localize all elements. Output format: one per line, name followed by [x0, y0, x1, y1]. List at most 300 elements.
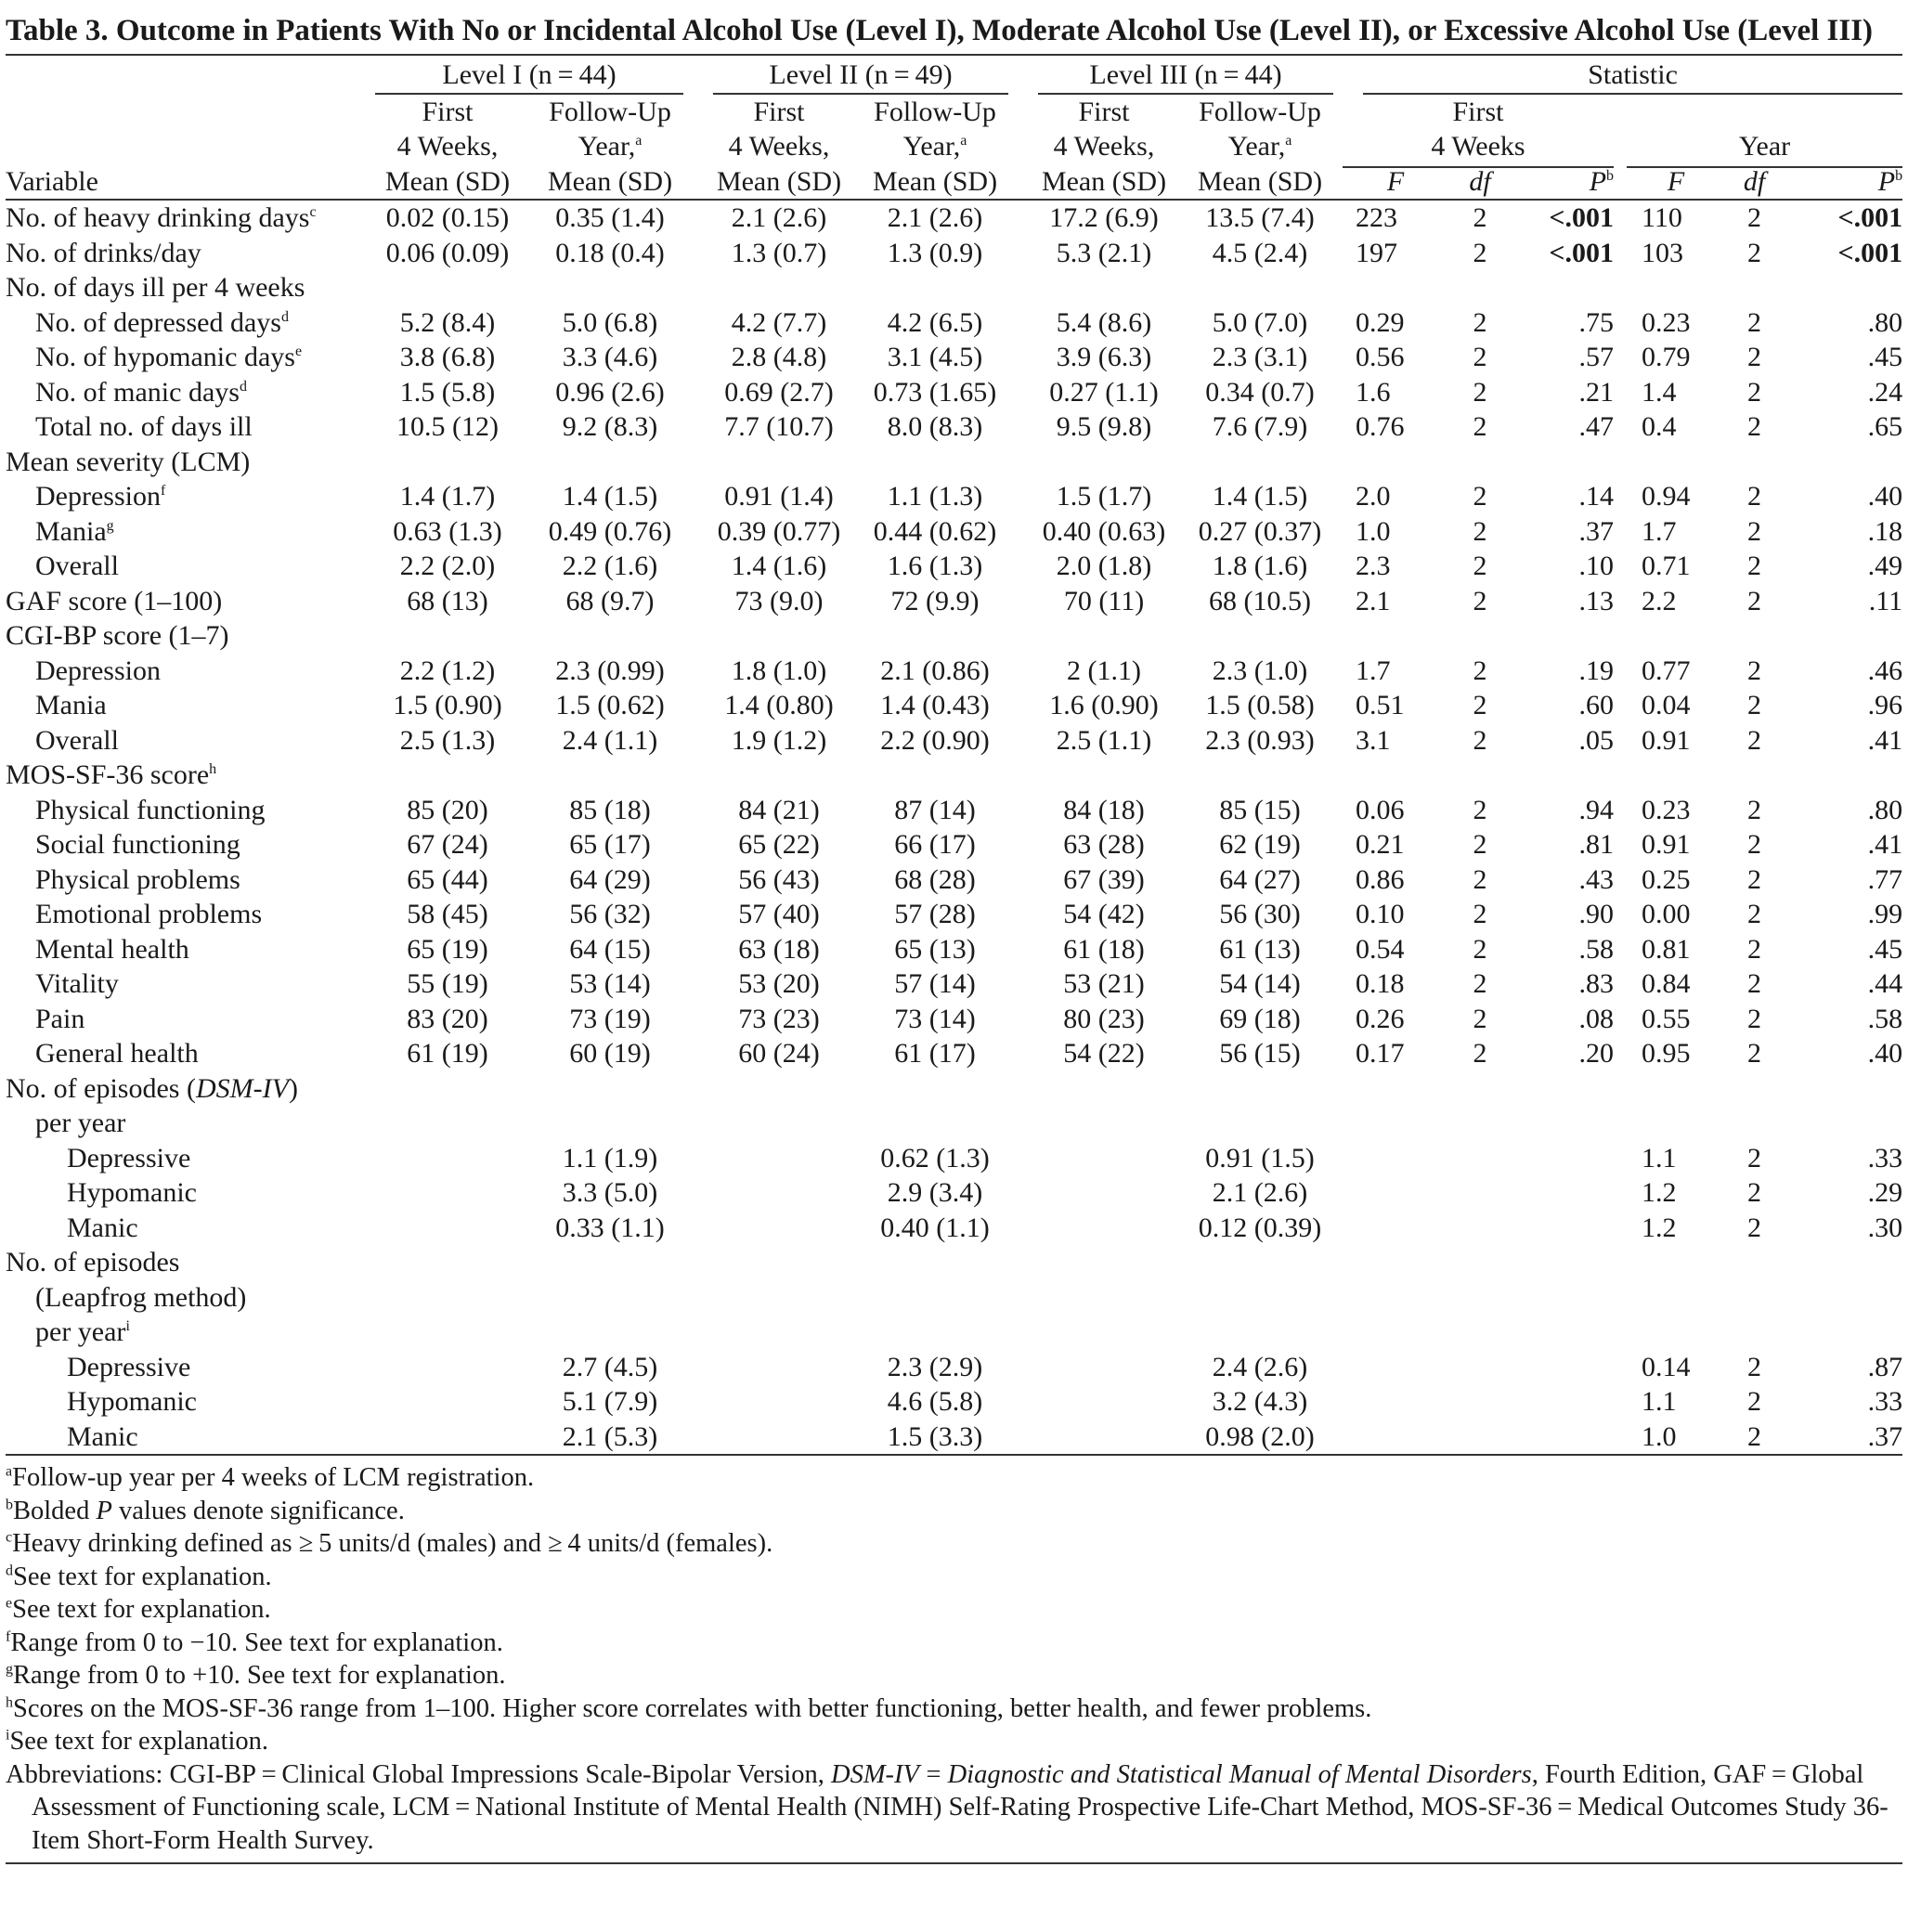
table-row	[6, 758, 1902, 793]
value-cell: 7.6 (7.9)	[1212, 411, 1308, 442]
value-cell	[527, 1315, 693, 1350]
df-value: 2	[1473, 899, 1487, 929]
value-cell: 2.1 (5.3)	[527, 1420, 693, 1456]
df-value	[1439, 1141, 1521, 1176]
value-cell: 55 (19)	[407, 968, 488, 999]
value-cell: 54 (22)	[1063, 1038, 1145, 1069]
table-row	[6, 445, 1902, 480]
value-cell: 65 (22)	[738, 829, 820, 860]
value-cell: 69 (18)	[1219, 1003, 1301, 1034]
p-value: .45	[1867, 933, 1903, 965]
f-value	[1343, 1141, 1439, 1176]
f-value	[1343, 445, 1439, 480]
row-label: No. of depressed days$^d$	[35, 306, 289, 338]
value-cell: 65 (17)	[569, 829, 651, 860]
table-row	[6, 1350, 1902, 1385]
value-cell: 3.9 (6.3)	[1056, 342, 1152, 372]
row-label: Mental health	[35, 933, 189, 965]
value-cell: 2.0 (1.8)	[1056, 551, 1152, 581]
value-cell	[1177, 1315, 1343, 1350]
value-cell	[1177, 758, 1343, 793]
df-value	[1710, 445, 1798, 480]
value-cell: 7.7 (10.7)	[724, 411, 834, 442]
value-cell: 0.73 (1.65)	[873, 376, 997, 408]
f-value: 0.4	[1642, 411, 1677, 442]
value-cell: 56 (30)	[1219, 899, 1301, 929]
value-cell: 68 (28)	[894, 863, 976, 895]
table-row	[6, 1420, 1902, 1456]
df-value: 2	[1747, 1386, 1762, 1417]
value-cell: 85 (18)	[569, 794, 651, 825]
row-label: Mania$^g$	[35, 515, 114, 547]
p-value: .83	[1578, 968, 1615, 999]
value-cell: 80 (23)	[1063, 1003, 1145, 1034]
df-value: 2	[1747, 376, 1762, 408]
p-value	[1521, 1106, 1614, 1141]
df-value	[1439, 1245, 1521, 1280]
df-value: 2	[1473, 515, 1487, 547]
value-cell	[1018, 445, 1177, 480]
df-value: 2	[1747, 1212, 1762, 1243]
value-cell: 53 (14)	[569, 968, 651, 999]
f-value: 0.91	[1642, 829, 1691, 860]
value-cell	[1018, 618, 1177, 654]
value-cell: 53 (20)	[738, 968, 820, 999]
value-cell: 10.5 (12)	[396, 411, 499, 442]
value-cell	[1018, 1071, 1177, 1107]
df-value	[1439, 1175, 1521, 1211]
f-value	[1614, 270, 1710, 305]
f-value: 0.55	[1642, 1003, 1691, 1034]
f-value: 1.1	[1642, 1386, 1677, 1417]
p-value: .13	[1578, 585, 1615, 616]
df-value: 2	[1747, 829, 1762, 860]
table-row	[6, 479, 1902, 514]
value-cell: 68 (13)	[407, 585, 488, 616]
df-value: 2	[1473, 829, 1487, 860]
f-value: 0.91	[1642, 724, 1691, 756]
value-cell	[368, 1384, 527, 1420]
value-cell	[693, 1175, 852, 1211]
value-cell	[368, 618, 527, 654]
f-value	[1614, 1106, 1710, 1141]
df-value: 2	[1747, 724, 1762, 756]
value-cell: 83 (20)	[407, 1003, 488, 1034]
table-row	[6, 723, 1902, 759]
value-cell: 5.4 (8.6)	[1056, 306, 1152, 338]
table-row	[6, 932, 1902, 967]
p-value: .29	[1867, 1177, 1903, 1208]
df-value	[1439, 1420, 1521, 1456]
p-value: .40	[1867, 481, 1903, 512]
p-value	[1798, 1315, 1902, 1350]
value-cell	[527, 1280, 693, 1316]
p-value: .37	[1578, 515, 1615, 547]
value-cell: 2.7 (4.5)	[562, 1351, 658, 1382]
value-cell: 1.4 (1.6)	[731, 551, 827, 581]
p-value: .58	[1867, 1003, 1903, 1034]
p-value	[1521, 1280, 1614, 1316]
value-cell: 85 (20)	[407, 794, 488, 825]
table-row	[6, 1106, 1902, 1141]
value-cell: 61 (19)	[407, 1038, 488, 1069]
column-header-first4-3: First 4 Weeks, Mean (SD)	[1018, 95, 1177, 201]
value-cell: 2.1 (0.86)	[880, 655, 990, 686]
value-cell	[368, 758, 527, 793]
p-value: .10	[1578, 551, 1615, 581]
value-cell: 1.4 (1.7)	[399, 481, 496, 512]
f-value	[1343, 1315, 1439, 1350]
f-value	[1343, 758, 1439, 793]
column-header-stat1-F: First 4 Weeks F	[1343, 95, 1439, 201]
row-label: Depressive	[67, 1142, 191, 1173]
value-cell: 3.3 (4.6)	[562, 342, 658, 372]
row-label: No. of days ill per 4 weeks	[6, 272, 305, 303]
outcome-table	[6, 54, 1902, 1456]
f-value	[1614, 1315, 1710, 1350]
f-value: 1.2	[1642, 1212, 1677, 1243]
p-value: .45	[1867, 342, 1903, 372]
df-value: 2	[1747, 411, 1762, 442]
value-cell: 3.1 (4.5)	[887, 342, 983, 372]
f-value: 2.1	[1356, 585, 1391, 616]
value-cell: 2.4 (1.1)	[562, 724, 658, 756]
df-value	[1439, 1106, 1521, 1141]
value-cell	[693, 1384, 852, 1420]
value-cell: 1.6 (0.90)	[1049, 690, 1159, 720]
value-cell	[368, 1350, 527, 1385]
value-cell: 72 (9.9)	[890, 585, 980, 616]
value-cell: 2.2 (2.0)	[399, 551, 496, 581]
table-row	[6, 236, 1902, 271]
table-row	[6, 827, 1902, 862]
value-cell: 57 (14)	[894, 968, 976, 999]
p-value: .41	[1867, 724, 1903, 756]
value-cell: 56 (15)	[1219, 1038, 1301, 1069]
value-cell: 5.0 (6.8)	[562, 306, 658, 338]
column-header-followup-1: Follow-Up Year,$^a$ Mean (SD)	[527, 95, 693, 201]
p-value: .14	[1578, 481, 1615, 512]
footnote: $^e$See text for explanation.	[6, 1595, 271, 1624]
df-value	[1439, 758, 1521, 793]
table-row	[6, 1384, 1902, 1420]
df-value: 2	[1747, 863, 1762, 895]
f-value: 0.71	[1642, 551, 1691, 581]
table-row	[6, 409, 1902, 445]
value-cell: 2.3 (2.9)	[887, 1351, 983, 1382]
value-cell	[527, 445, 693, 480]
df-value	[1710, 1071, 1798, 1107]
f-value	[1614, 445, 1710, 480]
value-cell: 65 (19)	[407, 933, 488, 965]
value-cell: 0.62 (1.3)	[880, 1142, 990, 1173]
value-cell	[693, 1106, 852, 1141]
df-value: 2	[1473, 794, 1487, 825]
value-cell	[852, 1071, 1018, 1107]
p-value: .81	[1578, 829, 1615, 860]
value-cell	[1177, 445, 1343, 480]
value-cell: 1.4 (1.5)	[1212, 481, 1308, 512]
table-body	[6, 200, 1902, 1455]
value-cell: 0.27 (0.37)	[1198, 515, 1322, 547]
row-label: per year	[35, 1108, 126, 1138]
value-cell	[693, 1141, 852, 1176]
column-header-followup-2: Follow-Up Year,$^a$ Mean (SD)	[852, 95, 1018, 201]
f-value	[1343, 1106, 1439, 1141]
value-cell	[852, 618, 1018, 654]
p-value: .19	[1578, 655, 1615, 686]
df-value: 2	[1747, 794, 1762, 825]
df-value: 2	[1747, 933, 1762, 965]
footnote: $^h$Scores on the MOS-SF-36 range from 1–100. Higher score correlates with better functioning, better health, and fewer problems.	[6, 1693, 1372, 1723]
p-value	[1521, 445, 1614, 480]
value-cell	[527, 618, 693, 654]
value-cell	[693, 1211, 852, 1246]
value-cell: 54 (42)	[1063, 899, 1145, 929]
value-cell: 2 (1.1)	[1067, 655, 1141, 686]
row-label: MOS-SF-36 score$^h$	[6, 759, 217, 790]
row-label: Overall	[35, 551, 119, 581]
p-value	[1521, 1315, 1614, 1350]
p-value	[1521, 1141, 1614, 1176]
stat-group-first4: First 4 Weeks	[1343, 95, 1614, 168]
value-cell	[1177, 270, 1343, 305]
f-value: 0.81	[1642, 933, 1691, 965]
table-row	[6, 549, 1902, 584]
df-value: 2	[1747, 1003, 1762, 1034]
df-value: 2	[1473, 306, 1487, 338]
value-cell: 0.49 (0.76)	[548, 515, 672, 547]
f-value: 1.2	[1642, 1177, 1677, 1208]
row-label: No. of hypomanic days$^e$	[35, 342, 303, 372]
value-cell: 0.91 (1.4)	[724, 481, 834, 512]
p-value: .20	[1578, 1038, 1615, 1069]
value-cell	[368, 1245, 527, 1280]
f-value: 0.94	[1642, 481, 1691, 512]
f-value: 1.0	[1356, 515, 1391, 547]
footnote: $^a$Follow-up year per 4 weeks of LCM registration.	[6, 1463, 535, 1492]
row-label: No. of episodes	[6, 1247, 180, 1277]
value-cell: 17.2 (6.9)	[1049, 202, 1159, 233]
f-value: 0.23	[1642, 794, 1691, 825]
p-value: .05	[1578, 724, 1615, 756]
value-cell: 2.1 (2.6)	[1212, 1177, 1308, 1208]
value-cell: 64 (29)	[569, 863, 651, 895]
value-cell: 1.4 (0.43)	[880, 690, 990, 720]
value-cell	[1177, 1280, 1343, 1316]
f-value	[1343, 1211, 1439, 1246]
table-title: Table 3. Outcome in Patients With No or Incidental Alcohol Use (Level I), Moderate Alcohol Use (Level II), or Excessive Alcohol Use (Level III)	[6, 14, 1874, 47]
f-value	[1343, 1350, 1439, 1385]
value-cell: 4.2 (7.7)	[731, 306, 827, 338]
f-value	[1343, 1420, 1439, 1456]
value-cell: 0.12 (0.39)	[1198, 1212, 1322, 1243]
value-cell	[1177, 1071, 1343, 1107]
value-cell: 0.35 (1.4)	[555, 202, 665, 233]
value-cell: 2.2 (1.2)	[399, 655, 496, 686]
value-cell: 84 (21)	[738, 794, 820, 825]
df-value: 2	[1747, 690, 1762, 720]
value-cell: 70 (11)	[1063, 585, 1145, 616]
df-value	[1710, 758, 1798, 793]
f-value	[1614, 1245, 1710, 1280]
value-cell	[693, 1245, 852, 1280]
value-cell: 2.3 (3.1)	[1212, 342, 1308, 372]
table-row	[6, 1036, 1902, 1071]
row-label: (Leapfrog method)	[35, 1281, 247, 1313]
f-value: 2.0	[1356, 481, 1391, 512]
row-label: Overall	[35, 724, 119, 756]
value-cell	[368, 1280, 527, 1316]
table-row	[6, 1280, 1902, 1316]
value-cell	[368, 1211, 527, 1246]
f-value: 0.76	[1356, 411, 1405, 442]
value-cell: 0.91 (1.5)	[1205, 1142, 1315, 1173]
df-value: 2	[1473, 724, 1487, 756]
f-value: 0.21	[1356, 829, 1405, 860]
p-value: .90	[1578, 899, 1615, 929]
df-value: 2	[1473, 342, 1487, 372]
f-value: 103	[1642, 237, 1684, 268]
value-cell: 0.69 (2.7)	[724, 376, 834, 408]
df-value	[1710, 618, 1798, 654]
f-value: 0.25	[1642, 863, 1691, 895]
table-row	[6, 584, 1902, 619]
value-cell	[693, 1071, 852, 1107]
value-cell: 65 (44)	[407, 863, 488, 895]
table-header	[6, 55, 1902, 200]
p-value: .87	[1867, 1351, 1903, 1382]
p-value	[1521, 1175, 1614, 1211]
df-value	[1710, 270, 1798, 305]
f-value: 0.95	[1642, 1038, 1691, 1069]
p-value	[1521, 1211, 1614, 1246]
table-row	[6, 305, 1902, 341]
f-value: 0.18	[1356, 968, 1405, 999]
row-label: Pain	[35, 1003, 85, 1034]
footnote: $^b$Bolded P values denote significance.	[6, 1496, 405, 1525]
value-cell: 54 (14)	[1219, 968, 1301, 999]
p-value: .41	[1867, 829, 1903, 860]
value-cell	[1018, 1175, 1177, 1211]
value-cell	[1018, 270, 1177, 305]
value-cell: 5.3 (2.1)	[1056, 237, 1152, 268]
p-value	[1521, 270, 1614, 305]
value-cell: 67 (39)	[1063, 863, 1145, 895]
value-cell: 1.8 (1.0)	[731, 655, 827, 686]
value-cell: 1.4 (1.5)	[562, 481, 658, 512]
df-value: 2	[1747, 551, 1762, 581]
df-value: 2	[1473, 1003, 1487, 1034]
f-value	[1343, 618, 1439, 654]
row-label: No. of episodes (DSM-IV)	[6, 1072, 298, 1104]
p-value: .37	[1798, 1420, 1902, 1456]
f-value	[1343, 1245, 1439, 1280]
table-row	[6, 1315, 1902, 1350]
value-cell: 3.3 (5.0)	[562, 1177, 658, 1208]
row-label: Depressive	[67, 1351, 191, 1382]
value-cell: 63 (18)	[738, 933, 820, 965]
df-value	[1439, 1071, 1521, 1107]
df-value: 2	[1747, 1142, 1762, 1173]
f-value	[1614, 758, 1710, 793]
f-value: 223	[1356, 202, 1398, 233]
footnote: $^g$Range from 0 to +10. See text for explanation.	[6, 1661, 506, 1690]
p-value: .11	[1868, 585, 1903, 616]
p-value	[1798, 1106, 1902, 1141]
value-cell	[368, 1315, 527, 1350]
f-value: 1.4	[1642, 376, 1677, 408]
f-value: 0.84	[1642, 968, 1691, 999]
row-label: Vitality	[35, 968, 119, 999]
df-value: 2	[1747, 899, 1762, 929]
p-value: .94	[1578, 794, 1615, 825]
df-value	[1439, 1384, 1521, 1420]
p-value: .75	[1578, 306, 1615, 338]
table-row	[6, 1002, 1902, 1037]
f-value	[1343, 1071, 1439, 1107]
table-row	[6, 862, 1902, 898]
value-cell	[1018, 1106, 1177, 1141]
table-row	[6, 688, 1902, 723]
value-cell: 63 (28)	[1063, 829, 1145, 860]
df-value: 2	[1747, 481, 1762, 512]
group-level-3: Level III (n = 44)	[1038, 58, 1333, 95]
f-value: 0.29	[1356, 306, 1405, 338]
p-value	[1798, 1280, 1902, 1316]
f-value: 0.56	[1356, 342, 1405, 372]
value-cell	[852, 1280, 1018, 1316]
df-value: 2	[1747, 515, 1762, 547]
table-row	[6, 270, 1902, 305]
value-cell: 68 (10.5)	[1209, 585, 1311, 616]
f-value: 0.10	[1356, 899, 1405, 929]
value-cell	[1018, 1141, 1177, 1176]
p-value	[1521, 758, 1614, 793]
value-cell: 2.4 (2.6)	[1212, 1351, 1308, 1382]
df-value: 2	[1473, 585, 1487, 616]
value-cell: 53 (21)	[1063, 968, 1145, 999]
value-cell	[693, 1315, 852, 1350]
value-cell	[1018, 1384, 1177, 1420]
group-level-2: Level II (n = 49)	[713, 58, 1008, 95]
value-cell	[1018, 1245, 1177, 1280]
f-value	[1343, 270, 1439, 305]
f-value: 0.26	[1356, 1003, 1405, 1034]
value-cell	[693, 618, 852, 654]
row-label: CGI-BP score (1–7)	[6, 620, 229, 651]
f-value	[1614, 1071, 1710, 1107]
column-header-followup-3: Follow-Up Year,$^a$ Mean (SD)	[1177, 95, 1343, 201]
value-cell: 1.4 (0.80)	[724, 690, 834, 720]
df-value: 2	[1473, 481, 1487, 512]
f-value: 197	[1356, 237, 1398, 268]
value-cell	[527, 758, 693, 793]
value-cell: 2.8 (4.8)	[731, 342, 827, 372]
value-cell: 0.98 (2.0)	[1177, 1420, 1343, 1456]
df-value	[1710, 1245, 1798, 1280]
value-cell: 61 (17)	[894, 1038, 976, 1069]
f-value: 110	[1642, 202, 1682, 233]
value-cell	[1018, 1420, 1177, 1456]
table-row	[6, 1175, 1902, 1211]
value-cell: 5.2 (8.4)	[399, 306, 496, 338]
p-value: .77	[1867, 863, 1903, 895]
value-cell: 65 (13)	[894, 933, 976, 965]
value-cell	[1177, 1106, 1343, 1141]
df-value: 2	[1473, 655, 1487, 686]
df-value	[1439, 1315, 1521, 1350]
